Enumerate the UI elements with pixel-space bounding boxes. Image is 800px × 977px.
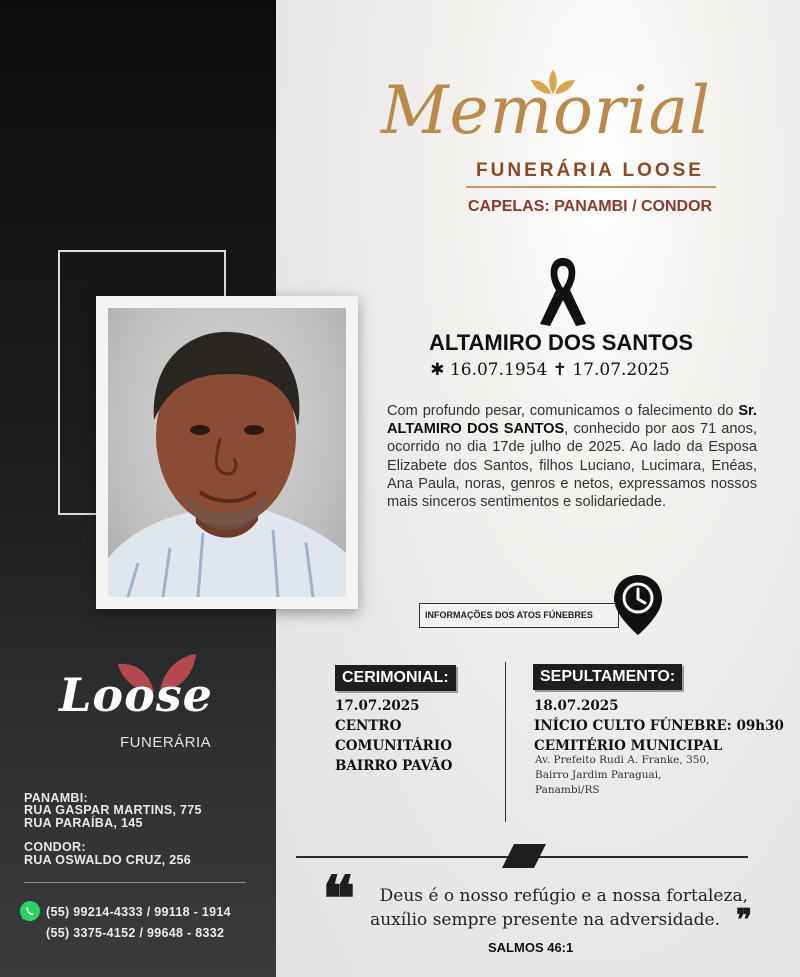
- whatsapp-icon: [19, 900, 41, 922]
- loose-subtitle: FUNERÁRIA: [120, 734, 212, 751]
- star-icon: ✱: [430, 360, 445, 380]
- quote-line-1: Deus é o nosso refúgio e a nossa fortaleza,: [379, 886, 748, 906]
- scripture-reference: SALMOS 46:1: [488, 940, 574, 955]
- brand-divider: [466, 186, 716, 188]
- contact-divider: [24, 882, 246, 883]
- ceremonial-date: 17.07.2025: [335, 698, 420, 714]
- divider-diamond-icon: [502, 844, 546, 868]
- obituary-intro: Com profundo pesar, comunicamos o falecimento do: [387, 403, 739, 419]
- phone-line-2[interactable]: (55) 3375-4152 / 99648 - 8332: [46, 926, 225, 940]
- ceremonial-place-line: BAIRRO PAVÃO: [335, 758, 453, 774]
- obituary-text: [387, 402, 757, 511]
- ceremonial-place-line: COMUNITÁRIO: [335, 738, 452, 754]
- burial-address-line: Av. Prefeito Rudi A. Franke, 350,: [535, 754, 710, 766]
- loose-logo: Loose: [59, 668, 213, 722]
- brand-subtitle: FUNERÁRIA LOOSE: [476, 160, 704, 181]
- birth-date: 16.07.1954: [449, 360, 548, 380]
- mourning-ribbon-icon: [538, 254, 588, 328]
- close-quote-icon: ❞: [736, 903, 753, 938]
- burial-date: 18.07.2025: [534, 698, 619, 714]
- memorial-title: Memorial: [380, 72, 712, 149]
- burial-address-line: Panambi/RS: [535, 784, 600, 796]
- burial-service-time: INÍCIO CULTO FÚNEBRE: 09h30: [534, 718, 784, 734]
- condor-address-1: RUA OSWALDO CRUZ, 256: [24, 853, 191, 867]
- ceremonial-place-line: CENTRO: [335, 718, 402, 734]
- cross-icon: ✝: [552, 360, 567, 380]
- column-divider: [505, 662, 506, 822]
- death-date: 17.07.2025: [572, 360, 670, 380]
- deceased-name: ALTAMIRO DOS SANTOS: [429, 330, 693, 355]
- ceremonial-label: CERIMONIAL:: [335, 665, 456, 691]
- ceremonial-details: [335, 696, 452, 776]
- panambi-address-2: RUA PARAÍBA, 145: [24, 816, 143, 830]
- condor-label: CONDOR:: [24, 840, 86, 854]
- life-dates: [400, 360, 700, 380]
- burial-label: SEPULTAMENTO:: [533, 664, 682, 690]
- panambi-label: PANAMBI:: [24, 791, 88, 805]
- burial-place: CEMITÉRIO MUNICIPAL: [534, 738, 723, 754]
- burial-details: [534, 696, 784, 756]
- quote-line-2: auxílio sempre presente na adversidade.: [370, 910, 720, 930]
- panambi-address-1: RUA GASPAR MARTINS, 775: [24, 803, 202, 817]
- chapels-text: CAPELAS: PANAMBI / CONDOR: [467, 198, 713, 215]
- open-quote-icon: ❝: [322, 862, 356, 935]
- location-clock-pin-icon: [612, 573, 664, 637]
- phone-line-1[interactable]: (55) 99214-4333 / 99118 - 1914: [46, 905, 231, 919]
- portrait-frame: [96, 296, 358, 609]
- obituary-body: , conhecido por aos 71 anos, ocorrido no dia 17de julho de 2025. Ao lado da Esposa Elizabete dos Santos, filhos Luciano, Lucimara, Enéas, Ana Paula, noras, genros e netos, expressamos nossos mais sinceros sentimentos e solidariedade.: [387, 421, 758, 511]
- funeral-info-label: INFORMAÇÕES DOS ATOS FÚNEBRES: [419, 603, 619, 628]
- obituary-name: Sr. ALTAMIRO DOS SANTOS: [387, 403, 757, 438]
- burial-address: [535, 753, 709, 798]
- scripture-quote: [368, 884, 748, 932]
- portrait-photo: [108, 308, 346, 597]
- burial-address-line: Bairro Jardim Paraguai,: [535, 769, 662, 781]
